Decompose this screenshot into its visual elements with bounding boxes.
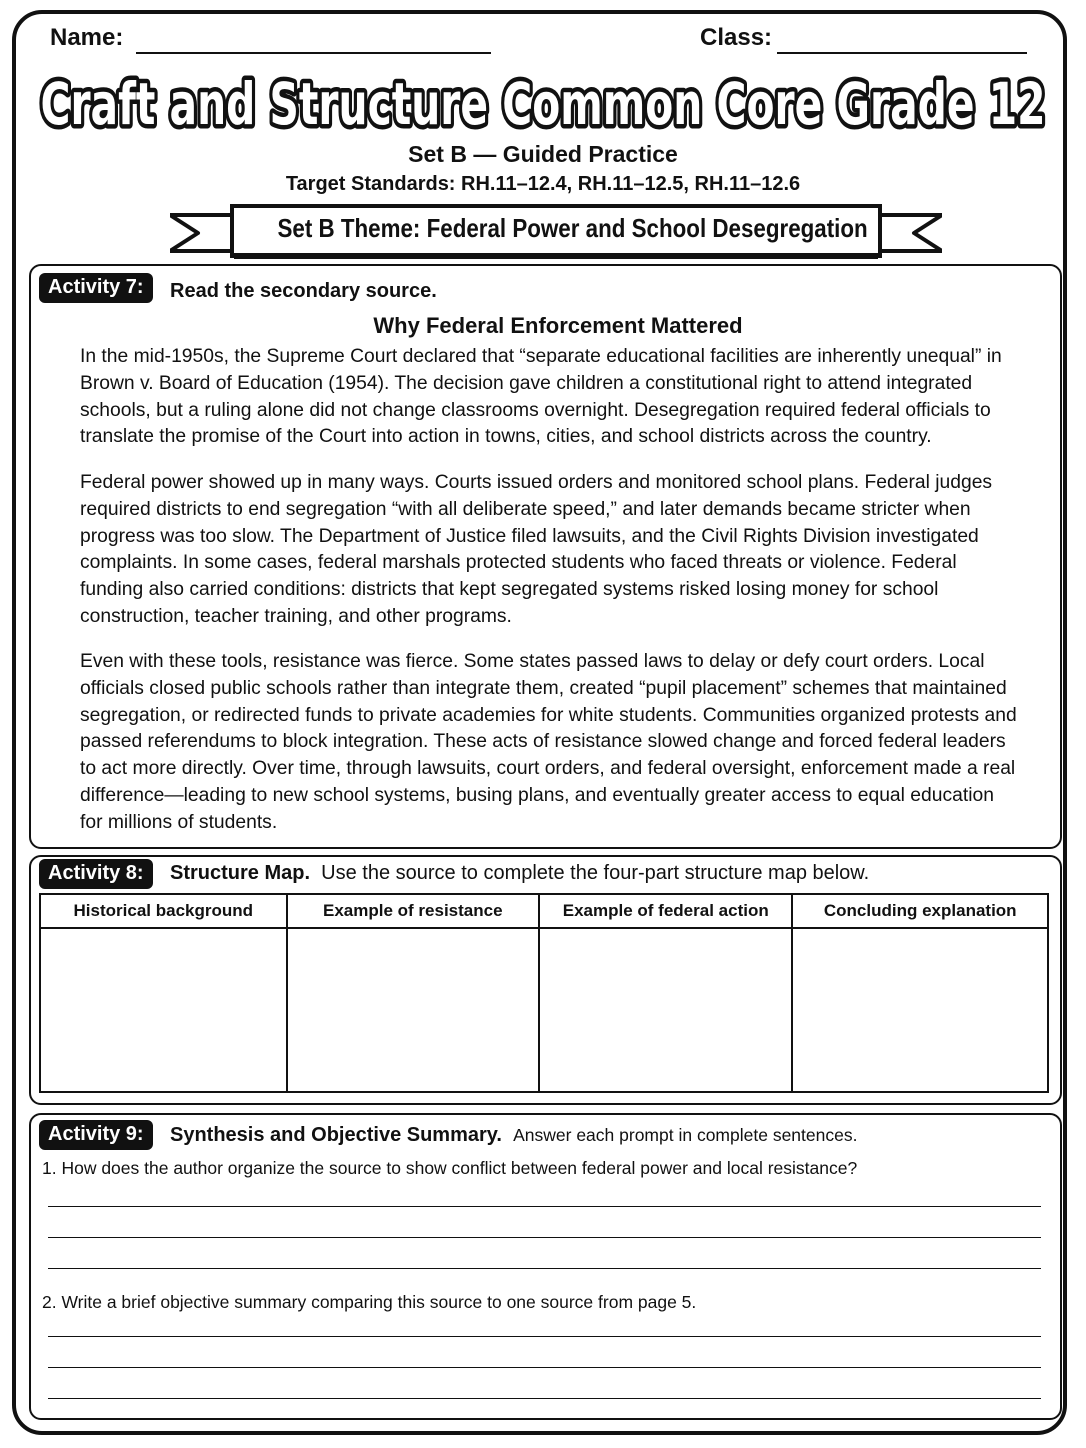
column-concluding-explanation: Concluding explanation xyxy=(792,894,1048,928)
title-fill: Craft and Structure Common Core Grade 12 xyxy=(40,70,1046,138)
column-example-of-resistance: Example of resistance xyxy=(287,894,539,928)
subtitle: Set B — Guided Practice xyxy=(408,141,678,167)
article-paragraph-3: Even with these tools, resistance was fierce. Some states passed laws to delay or defy court orders. Local officials closed public schools rather than integrate them, created “pupil placement” schemes that maintained segregation, or redirected funds to private academies for white students. Communities organized protests and passed referendums to block integration. These acts of resistance slowed change and forced federal leaders to act more directly. Over time, through lawsuits, court orders, and federal oversight, enforcement made a real difference—leading to new school systems, busing plans, and eventually greater access to equal education for millions of students. xyxy=(80,651,1017,833)
answer-line[interactable] xyxy=(48,1237,1041,1238)
question-2: 2. Write a brief objective summary comparing this source to one source from page 5. xyxy=(42,1292,697,1312)
structure-map-table xyxy=(39,893,1049,1093)
column-historical-background: Historical background xyxy=(40,894,287,928)
activity-7-label: Activity 7: xyxy=(39,273,153,303)
name-label: Name: xyxy=(50,24,124,51)
article-title: Why Federal Enforcement Mattered xyxy=(373,313,743,338)
answer-line[interactable] xyxy=(48,1398,1041,1399)
activity-8-title-bold: Structure Map. xyxy=(170,862,311,884)
activity-8-title-rest: Use the source to complete the four-part structure map below. xyxy=(321,862,870,884)
target-standards: Target Standards: RH.11–12.4, RH.11–12.5, RH.11–12.6 xyxy=(285,173,801,195)
cell-example-of-resistance[interactable] xyxy=(287,928,539,1092)
activity-9-title xyxy=(170,1124,857,1147)
title-outline: Craft and Structure Common Core Grade 12 xyxy=(40,70,1046,138)
name-field[interactable] xyxy=(136,52,491,54)
cell-example-of-federal-action[interactable] xyxy=(539,928,792,1092)
answer-line[interactable] xyxy=(48,1206,1041,1207)
class-field[interactable] xyxy=(777,52,1027,54)
activity-8-title xyxy=(170,862,869,885)
cell-concluding-explanation[interactable] xyxy=(792,928,1048,1092)
article-paragraph-2: Federal power showed up in many ways. Courts issued orders and monitored school plans. Federal judges required districts to end segregation “with all deliberate speed,” and later demands became stricter when progress was too slow. The Department of Justice filed lawsuits, and the Civil Rights Division investigated complaints. In some cases, federal marshals protected students who faced threats or violence. Federal funding also carried conditions: districts that kept segregated systems risked losing money for school construction, teacher training, and other programs. xyxy=(80,472,993,627)
question-1: 1. How does the author organize the source to show conflict between federal power and local resistance? xyxy=(42,1158,858,1178)
cell-historical-background[interactable] xyxy=(40,928,287,1092)
activity-8-label: Activity 8: xyxy=(39,859,153,889)
column-example-of-federal-action: Example of federal action xyxy=(539,894,792,928)
worksheet-title xyxy=(0,60,1086,140)
article-paragraph-1: In the mid-1950s, the Supreme Court declared that “separate educational facilities are inherently unequal” in Brown v. Board of Education (1954). The decision gave children a constitutional right to attend integrated schools, but a ruling alone did not change classrooms overnight. Desegregation required federal officials to translate the promise of the Court into action in towns, cities, and school districts across the country. xyxy=(80,346,1002,448)
answer-line[interactable] xyxy=(48,1336,1041,1337)
activity-9-label: Activity 9: xyxy=(39,1120,153,1150)
answer-line[interactable] xyxy=(48,1268,1041,1269)
activity-9-title-rest: Answer each prompt in complete sentences. xyxy=(513,1125,858,1145)
activity-9-title-bold: Synthesis and Objective Summary. xyxy=(170,1124,502,1146)
answer-line[interactable] xyxy=(48,1367,1041,1368)
theme-title: Set B Theme: Federal Power and School Desegregation xyxy=(277,213,868,243)
activity-7-instruction: Read the secondary source. xyxy=(170,280,437,302)
class-label: Class: xyxy=(700,24,773,51)
